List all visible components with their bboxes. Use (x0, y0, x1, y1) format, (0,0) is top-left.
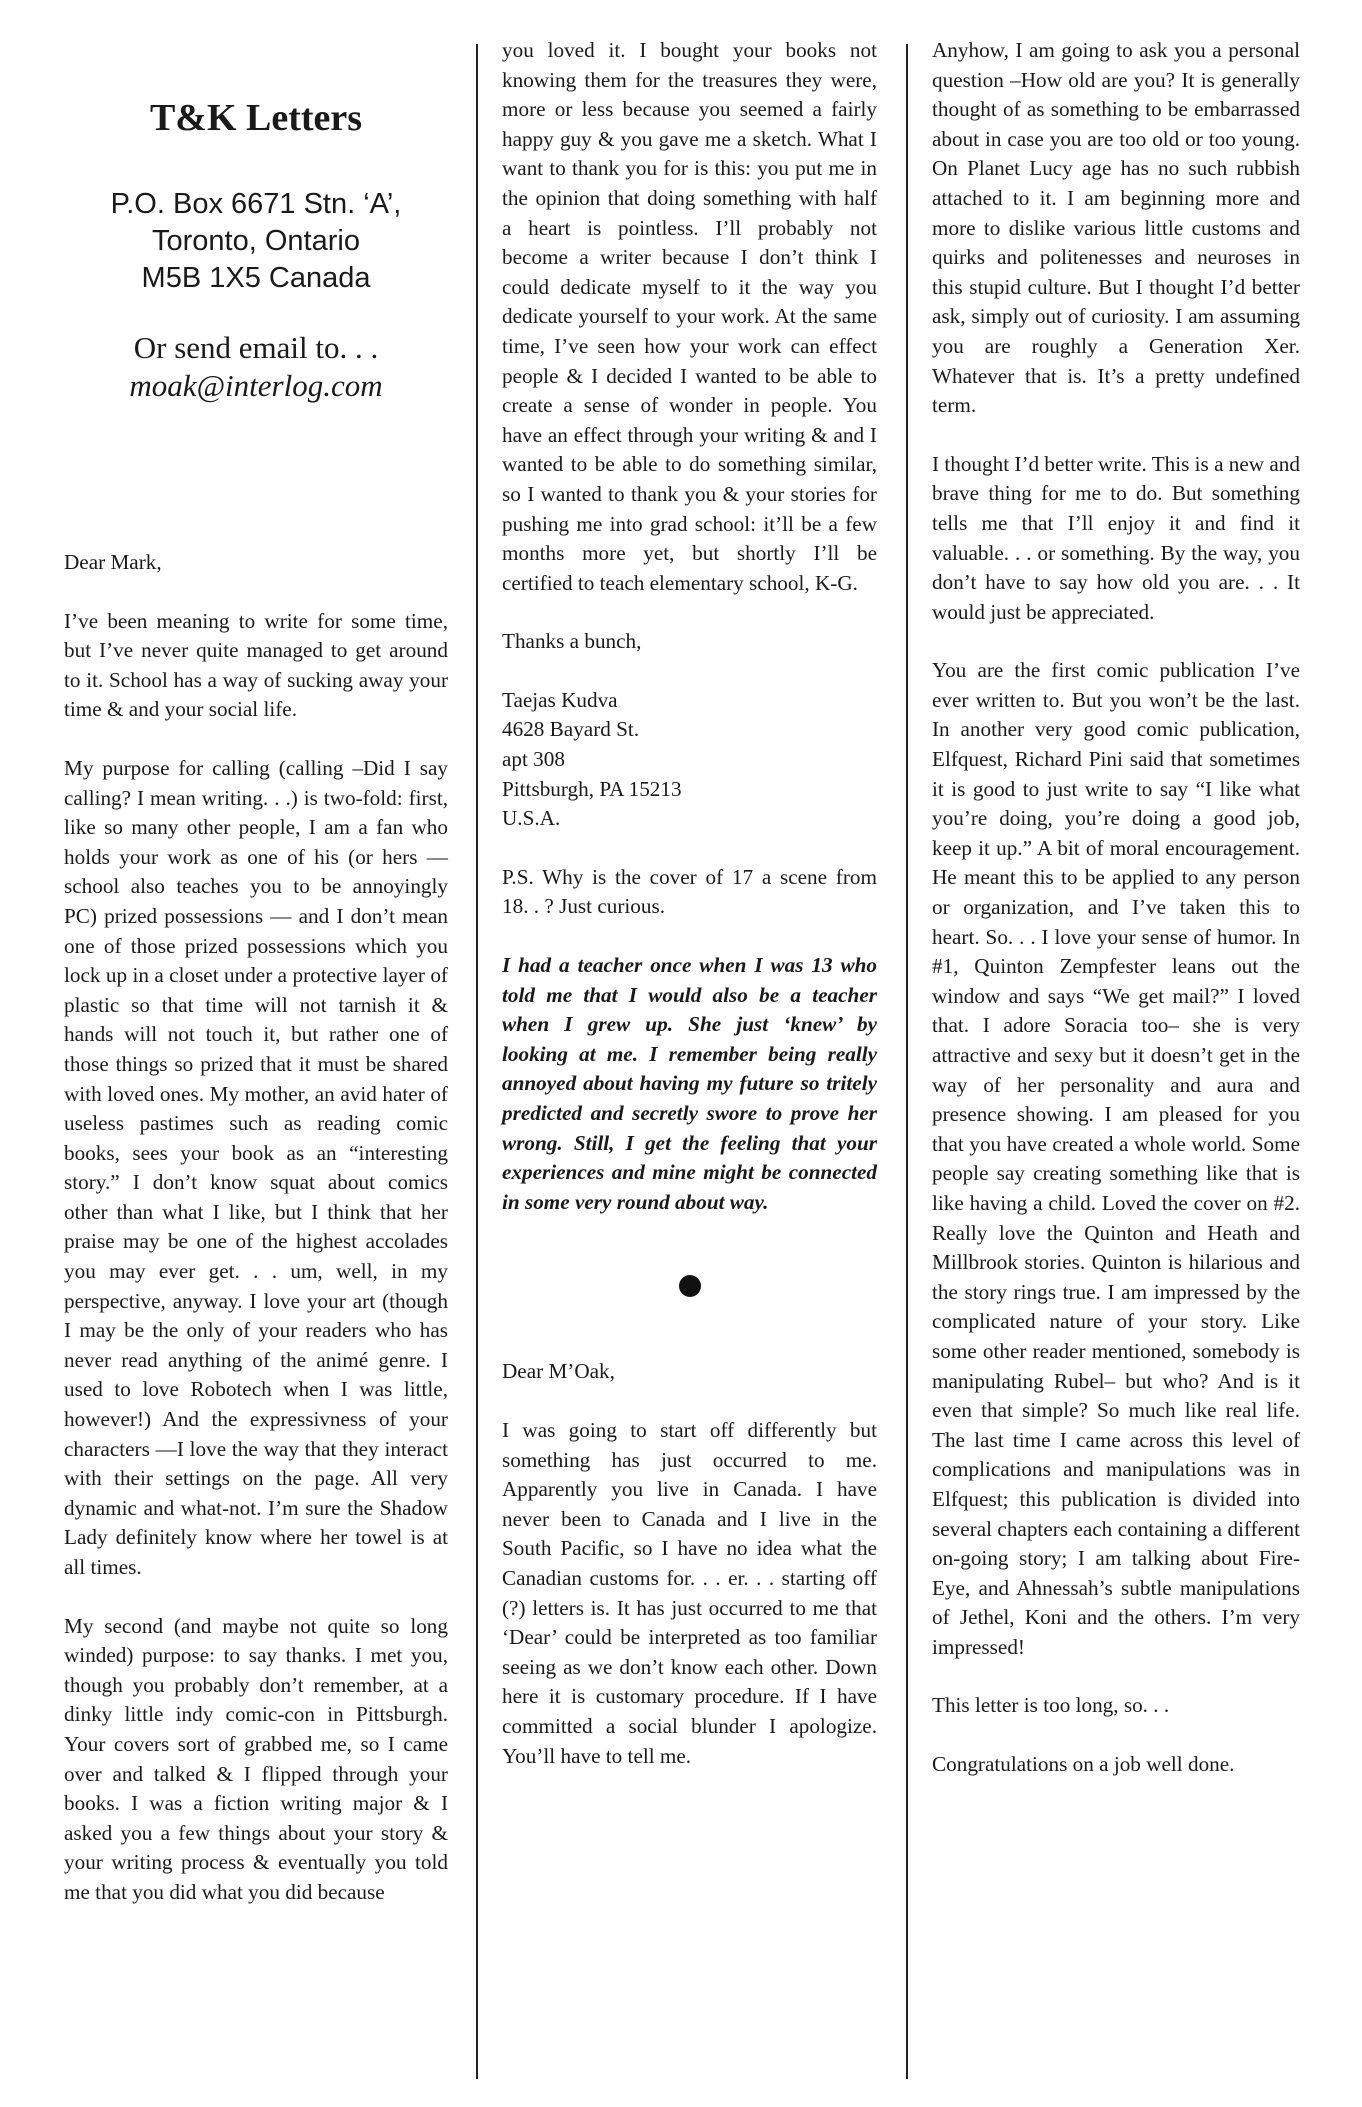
letter-paragraph: You are the first comic publication I’ve ever written to. But you won’t be the last. In another very good comic publication, Elfquest, Richard Pini said that sometimes it is good to just write to say “I like what you’re doing, you’re doing a good job, keep it up.” A bit of moral encouragement. He meant this to be applied to any person or organization, and I’ve taken this to heart. So. . . I love your sense of humor. In #1, Quinton Zempfester leans out the window and says “We get mail?” I loved that. I adore Soracia too– she is very attractive and sexy but it doesn’t get in the way of her personality and aura and presence showing. I am pleased for you that you have created a whole world. Some people say creating something like that is like having a child. Loved the cover on #2. Really love the Quinton and Heath and Millbrook stories. Quinton is hilarious and the story rings true. I am impressed by the complicated nature of your story. Like some other reader mentioned, somebody is manipulating Rubel– but who? And is it even that simple? So much like real life. The last time I came across this level of complications and manipulations was in Elfquest; this publication is divided into several chapters each containing a different on-going story; I am talking about Fire-Eye, and Ahnessah’s subtle manipulations of Jethel, Koni and the others. I’m very impressed! (932, 658, 1300, 1659)
letter-closing: Thanks a bunch, (502, 629, 642, 654)
signature-country: U.S.A. (502, 806, 561, 831)
signature-street: 4628 Bayard St. (502, 717, 640, 742)
letter-signature (502, 686, 877, 834)
letter-paragraph: My purpose for calling (calling –Did I say calling? I mean writing. . .) is two-fold: first, like so many other people, I am a fan who holds your work as one of his (or hers —school also teaches you to be annoyingly PC) prized possessions — and I don’t mean one of those prized possessions which you lock up in a closet under a protective layer of plastic so that time will not tarnish it & hands will not touch it, but rather one of those things so prized that it must be shared with loved ones. My mother, an avid hater of useless pastimes such as reading comic books, sees your book as an “interesting story.” I don’t know squat about comics other than what I like, but I think that her praise may be one of the highest accolades you may ever get. . . um, well, in my perspective, anyway. I love your art (though I may be the only of your readers who has never read anything of the animé genre. I used to love Robotech when I was little, however!) And the expressivness of your characters —I love the way that they interact with their settings on the page. All very dynamic and what-not. I’m sure the Shadow Lady definitely know where her towel is at all times. (64, 755, 448, 1579)
letter-closing: Congratulations on a job well done. (932, 1752, 1235, 1777)
page-title: T&K Letters (149, 97, 363, 139)
mailing-address (64, 186, 448, 297)
column-3 (932, 36, 1300, 1780)
address-line: P.O. Box 6671 Stn. ‘A’, (110, 188, 402, 220)
address-line: Toronto, Ontario (152, 225, 360, 257)
address-line: M5B 1X5 Canada (141, 262, 371, 294)
letters-header (64, 96, 448, 405)
letter-paragraph: Anyhow, I am going to ask you a personal question –How old are you? It is generally thought of as something to be embarrassed about in case you are too old or too young. On Planet Lucy age has no such rubbish attached to it. I am beginning more and more to dislike various little customs and quirks and politenesses and neuroses in this stupid culture. But I thought I’d better ask, simply out of curiosity. I am assuming you are roughly a Generation Xer. Whatever that is. It’s a pretty undefined term. (932, 38, 1300, 418)
letter-paragraph: you loved it. I bought your books not knowing them for the treasures they were, more or less because you seemed a fairly happy guy & you gave me a sketch. What I want to thank you for is this: you put me in the opinion that doing something with half a heart is pointless. I’ll probably not become a writer because I don’t think I could dedicate myself to it the way you dedicate yourself to your work. At the same time, I’ve seen how your work can effect people & I decided I wanted to be able to create a sense of wonder in people. You have an effect through your writing & and I wanted to be able to do something similar, so I wanted to thank you & your stories for pushing me into grad school: it’ll be a few months more yet, but shortly I’ll be certified to teach elementary school, K-G. (502, 38, 877, 595)
column-divider (476, 44, 478, 2079)
signature-name: Taejas Kudva (502, 687, 618, 712)
letter-paragraph: My second (and maybe not quite so long winded) purpose: to say thanks. I met you, though you probably don’t remember, at a dinky little indy comic-con in Pittsburgh. Your covers sort of grabbed me, so I came over and talked & I flipped through your books. I was a fiction writing major & I asked you a few things about your story & your writing process & eventually you told me that you did what you did because (64, 1613, 448, 1904)
letter-paragraph: I was going to start off differently but something has just occurred to me. Apparently you live in Canada. I have never been to Canada and I live in the South Pacific, so I have no idea what the Canadian customs for. . . er. . . starting off (?) letters is. It has just occurred to me that ‘Dear’ could be interpreted as too familiar seeing as we don’t know each other. Down here it is customary procedure. If I have committed a social blunder I apologize. You’ll have to tell me. (502, 1417, 877, 1768)
letter-paragraph: I thought I’d better write. This is a new and brave thing for me to do. But something tells me that I’ll enjoy it and find it valuable. . . or something. By the way, you don’t have to say how old you are. . . It would just be appreciated. (932, 451, 1300, 624)
editor-reply: I had a teacher once when I was 13 who told me that I would also be a teacher when I grew up. She just ‘knew’ by looking at me. I remember being really annoyed about having my future so tritely predicted and secretly swore to prove her wrong. Still, I get the feeling that your experiences and mine might be connected in some very round about way. (502, 953, 877, 1214)
letter-paragraph: I’ve been meaning to write for some time, but I’ve never quite managed to get around to it. School has a way of sucking away your time & and your social life. (64, 608, 448, 722)
signature-apt: apt 308 (502, 747, 565, 772)
signature-city: Pittsburgh, PA 15213 (502, 776, 682, 801)
column-1 (64, 36, 448, 1908)
section-bullet-icon (679, 1275, 701, 1297)
column-2 (502, 36, 877, 1771)
letter-salutation: Dear Mark, (64, 550, 162, 574)
column-divider (906, 44, 908, 2079)
email-address: moak@interlog.com (129, 368, 383, 403)
email-intro: Or send email to. . . (133, 330, 379, 365)
letter-salutation: Dear M’Oak, (502, 1359, 615, 1384)
letter-paragraph: This letter is too long, so. . . (932, 1693, 1170, 1718)
letter-postscript: P.S. Why is the cover of 17 a scene from 18. . ? Just curious. (502, 864, 877, 919)
